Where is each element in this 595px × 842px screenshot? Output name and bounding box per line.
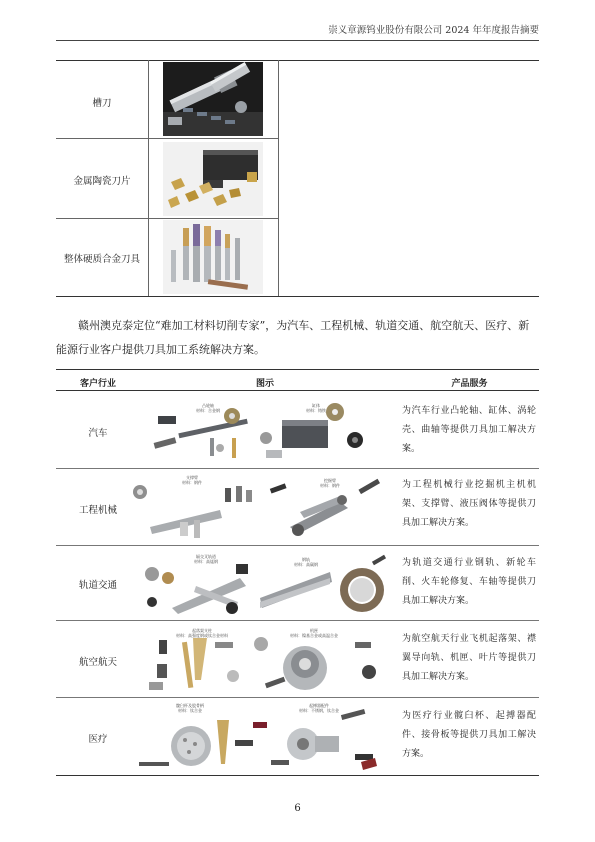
illustration-caption: 挖掘臂 材料：钢件 <box>320 478 340 488</box>
illustration-caption: 机匣 材料：镍基合金或高温合金 <box>290 628 338 638</box>
product-table-column-divider <box>148 60 149 296</box>
illustration-caption: 支撑臂 材料：钢件 <box>182 475 202 485</box>
illustration-caption: 髋臼杯及股骨柄 材料：钛合金 <box>176 703 204 713</box>
service-medical: 为医疗行业髋臼杯、起搏器配件、接骨板等提供刀具加工解决方案。 <box>402 711 536 759</box>
illustration-caption: 凸轮轴 材料：合金钢 <box>196 403 220 413</box>
header-illustration: 图示 <box>255 379 274 389</box>
rail-transit-illustration <box>140 550 395 618</box>
table-row-divider <box>56 545 539 546</box>
table-row-divider <box>56 697 539 698</box>
page-header: 崇义章源钨业股份有限公司 2024 年年度报告摘要 <box>328 25 539 36</box>
medical-illustration <box>135 700 395 772</box>
service-rail-transit: 为轨道交通行业钢轨、新轮车削、火车轮修复、车轴等提供刀具加工解决方案。 <box>402 558 536 606</box>
illustration-caption: 钢轨 材料：高碳钢 <box>294 557 318 567</box>
header-service: 产品服务 <box>451 379 488 389</box>
page-number: 6 <box>294 803 301 814</box>
solutions-table-header-divider <box>56 390 539 391</box>
product-table-bottom-border <box>56 296 539 297</box>
aerospace-illustration <box>145 624 395 694</box>
industry-medical: 医疗 <box>88 734 108 745</box>
header-industry: 客户行业 <box>79 379 116 389</box>
product-table-top-border <box>56 60 539 61</box>
grooving-tool-photo <box>163 62 263 136</box>
solid-carbide-tool-photo <box>163 220 263 294</box>
illustration-caption: 起落架支柱 材料：高强度钢或钛合金材料 <box>176 628 228 638</box>
table-row-divider <box>56 468 539 469</box>
industry-automotive: 汽车 <box>88 428 108 439</box>
construction-machinery-illustration <box>130 472 400 544</box>
product-name-cermet-insert: 金属陶瓷刀片 <box>73 176 131 187</box>
illustration-caption: 辐交叉轨道 材料：高锰钢 <box>194 554 218 564</box>
industry-aerospace: 航空航天 <box>78 657 117 668</box>
product-name-solid-carbide-tool: 整体硬质合金刀具 <box>63 254 140 265</box>
service-aerospace: 为航空航天行业飞机起落架、襟翼导向轨、机匣、叶片等提供刀具加工解决方案。 <box>402 634 536 682</box>
industry-construction-machinery: 工程机械 <box>78 505 117 516</box>
product-table-row-divider <box>56 218 278 219</box>
table-row-divider <box>56 620 539 621</box>
cermet-insert-photo <box>163 142 263 216</box>
intro-paragraph: 赣州澳克泰定位“难加工材料切削专家”，为汽车、工程机械、轨道交通、航空航天、医疗、新能源行业客户提供刀具加工系统解决方案。 <box>56 319 530 356</box>
product-table-right-edge <box>278 60 279 296</box>
service-automotive: 为汽车行业凸轮轴、缸体、涡轮壳、曲轴等提供刀具加工解决方案。 <box>402 406 536 454</box>
automotive-illustration <box>150 398 395 464</box>
product-name-grooving-tool: 槽刀 <box>92 98 112 109</box>
illustration-caption: 起搏器配件 材料：不锈钢，钛合金 <box>299 703 339 713</box>
solutions-table-top-border <box>56 369 539 370</box>
product-table-row-divider <box>56 138 278 139</box>
industry-rail-transit: 轨道交通 <box>78 580 117 591</box>
header-divider <box>56 40 539 41</box>
illustration-caption: 缸体 材料：铸铁 <box>306 403 326 413</box>
solutions-table-bottom-border <box>56 775 539 776</box>
service-construction-machinery: 为工程机械行业挖掘机主机机架、支撑臂、液压阀体等提供刀具加工解决方案。 <box>402 480 536 528</box>
